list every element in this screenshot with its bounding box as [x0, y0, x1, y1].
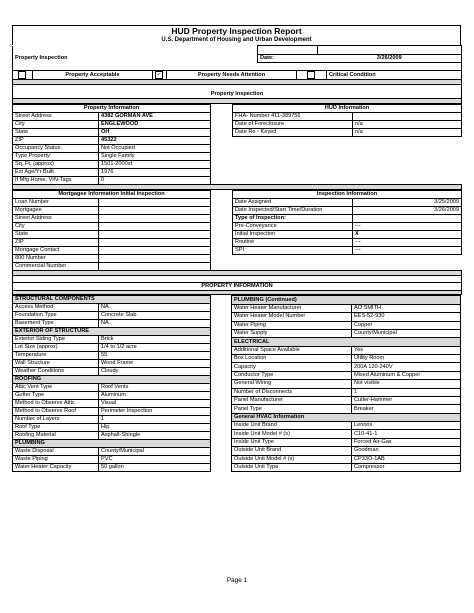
table-row [231, 346, 460, 354]
inspection-date-table [12, 45, 462, 70]
property-inspection-label: Property Inspection [13, 55, 258, 63]
table-row [13, 424, 211, 432]
table-row [13, 408, 211, 416]
row-label: Panel Type [231, 405, 351, 413]
table-row [13, 400, 211, 408]
row-label: Capacity [231, 363, 351, 371]
row-value: County/Municipal [99, 448, 211, 456]
row-value: Concrete Slab [99, 312, 211, 320]
row-label: Method to Observe Attic [13, 400, 99, 408]
row-value: AO SMITH [351, 304, 460, 312]
table-row [13, 368, 211, 376]
left-details-table [12, 295, 211, 472]
table-row [231, 438, 460, 446]
row-value: 1 [99, 416, 211, 424]
table-row [231, 321, 460, 329]
row-label: Inside Unit Brand [231, 422, 351, 430]
row-label: Outside Unit Model # (s) [231, 455, 351, 463]
property-row-value: 1501-2000sf [99, 161, 211, 169]
property-row-value: Not Occupied [99, 145, 211, 153]
inspection-row-label: Date Inspected/Start Time/Duration [233, 207, 353, 215]
table-row [13, 464, 211, 472]
row-value: CP33O-1AB [351, 455, 460, 463]
mortgagee-header: Mortgagee Information Initial Inspection [13, 191, 211, 199]
row-value: Aluminum [99, 392, 211, 400]
table-row [231, 313, 460, 321]
property-row-label: ZIP [13, 137, 99, 145]
inspection-row-value: --- [353, 223, 462, 231]
property-inspection-heading: Property Inspection [13, 91, 462, 99]
section-header: ELECTRICAL [231, 338, 460, 346]
table-row [13, 304, 211, 312]
mortgagee-row-label: Mortgage Contact [13, 247, 99, 255]
inspection-row-label: Pre-Conveyance [233, 223, 353, 231]
acceptable-checkbox[interactable] [18, 71, 26, 79]
table-row [13, 352, 211, 360]
row-value: Mixed Aluminum & Copper [351, 371, 460, 379]
row-value: Yes [351, 346, 460, 354]
status-table [12, 70, 462, 104]
property-info-header: Property Information [13, 105, 211, 113]
table-row [231, 388, 460, 396]
mortgagee-row-label: Commercial Number [13, 263, 99, 271]
table-row [231, 363, 460, 371]
row-label: Access Method [13, 304, 99, 312]
mortgagee-row-label: Mortgagee [13, 207, 99, 215]
row-value: 200A 120-240V [351, 363, 460, 371]
report-title: HUD Property Inspection Report [12, 25, 461, 36]
needs-attention-label: Property Needs Attention [167, 71, 297, 80]
section-header: ROOFING [13, 376, 211, 384]
property-row-label: Type Property: [13, 153, 99, 161]
row-label: Exterior Siding Type [13, 336, 99, 344]
mortgagee-row-label: ZIP [13, 239, 99, 247]
inspection-row-value: --- [353, 239, 462, 247]
row-label: Waste Piping [13, 456, 99, 464]
row-label: Water Supply [231, 329, 351, 337]
hud-row-label: Date of Foreclosure [233, 121, 353, 129]
section-header: PLUMBING (Continued) [231, 296, 460, 304]
row-label: Number of Disconnects [231, 388, 351, 396]
property-row-value: 1976 [99, 169, 211, 177]
property-row-label: If Mfg Home, VIN-Tags [13, 177, 99, 185]
row-value: 1/4 to 1/2 acre [99, 344, 211, 352]
table-row [13, 344, 211, 352]
row-value: Forced Air-Gas [351, 438, 460, 446]
inspection-row-label: Type of Inspection: [233, 215, 353, 223]
property-row-value: 0 [99, 177, 211, 185]
row-label: Roofing Material [13, 432, 99, 440]
property-row-value: OH [99, 129, 211, 137]
table-row [231, 355, 460, 363]
date-label: Date: [258, 55, 318, 63]
inspection-info-header: Inspection Information [233, 191, 462, 199]
property-row-label: Sq. Ft. (approx) [13, 161, 99, 169]
row-label: Wall Structure [13, 360, 99, 368]
row-value: Roof Vents [99, 384, 211, 392]
row-value: 1 [351, 388, 460, 396]
report-page [12, 25, 461, 472]
property-row-label: Est Age/Yr Built [13, 169, 99, 177]
table-row [13, 456, 211, 464]
row-label: Inside Unit Model # (s) [231, 430, 351, 438]
page-number: Page 1 [226, 577, 248, 584]
row-label: Waste Disposal [13, 448, 99, 456]
row-value: County/Municipal [351, 329, 460, 337]
row-value: Visual [99, 400, 211, 408]
inspection-row-label: Routine [233, 239, 353, 247]
mortgagee-row-label: 800 Number [13, 255, 99, 263]
section-header: EXTERIOR OF STRUCTURE [13, 328, 211, 336]
row-label: Temperature [13, 352, 99, 360]
row-value: Brick [99, 336, 211, 344]
property-row-label: Street Address [13, 113, 99, 121]
row-label: Roof Type [13, 424, 99, 432]
table-row [13, 312, 211, 320]
hud-row-value: n/a [353, 121, 462, 129]
needs-attention-checkbox[interactable]: ✓ [156, 72, 162, 78]
row-value: Cutler-Hammer [351, 396, 460, 404]
row-label: Lot Size (approx) [13, 344, 99, 352]
table-row [231, 380, 460, 388]
table-row [13, 336, 211, 344]
property-row-value: ENGLEWOOD [99, 121, 211, 129]
table-row [13, 392, 211, 400]
row-value: Goodman [351, 447, 460, 455]
row-label: Method to Observe Roof [13, 408, 99, 416]
row-label: Water Heater Capacity [13, 464, 99, 472]
inspection-row-value: 3/25/2009 [353, 199, 462, 207]
property-information-table [12, 282, 462, 295]
table-row [231, 329, 460, 337]
table-row [13, 416, 211, 424]
mortgagee-row-label: Street Address [13, 215, 99, 223]
report-subtitle: U.S. Department of Housing and Urban Development [12, 36, 461, 45]
mortgagee-row-label: Loan Number [13, 199, 99, 207]
table-row [231, 430, 460, 438]
inspection-row-value: 3/26/2009 [353, 207, 462, 215]
hud-row-value: n/a [353, 129, 462, 137]
row-value: Not visible [351, 380, 460, 388]
row-label: Water Heater Model Number [231, 313, 351, 321]
row-label: Water Piping [231, 321, 351, 329]
inspection-row-label: Date Assigned [233, 199, 353, 207]
row-label: Conductor Type [231, 371, 351, 379]
row-label: Additional Space Available [231, 346, 351, 354]
inspection-row-label: Initial Inspection [233, 231, 353, 239]
row-value: Lennox [351, 422, 460, 430]
table-row [231, 463, 460, 472]
row-value: NA [99, 320, 211, 328]
row-value: Hip [99, 424, 211, 432]
property-row-label: City [13, 121, 99, 129]
table-row [13, 360, 211, 368]
section-header: STRUCTURAL COMPONENTS [13, 296, 211, 304]
row-label: Attic Vent Type [13, 384, 99, 392]
table-row [231, 304, 460, 312]
row-label: General Wiring [231, 380, 351, 388]
row-value: Wood Frame [99, 360, 211, 368]
row-label: Panel Manufacturer [231, 396, 351, 404]
mortgagee-inspection-table [12, 190, 462, 282]
row-value: EES-52-930 [351, 313, 460, 321]
row-value: C10-41-1 [351, 430, 460, 438]
table-row [13, 320, 211, 328]
row-label: Basement Type [13, 320, 99, 328]
property-hud-table [12, 104, 462, 190]
hud-row-label: Date Re - Keyed [233, 129, 353, 137]
critical-checkbox[interactable] [307, 71, 315, 79]
property-row-label: Occupancy Status: [13, 145, 99, 153]
inspection-row-value [353, 215, 462, 223]
table-row [231, 405, 460, 413]
section-header: PLUMBING [13, 440, 211, 448]
table-row [231, 396, 460, 404]
hud-row-value [353, 113, 462, 121]
hud-info-header: HUD Information [233, 105, 462, 113]
property-details-grid [12, 295, 461, 472]
table-row [231, 371, 460, 379]
row-label: Outside Unit Brand [231, 447, 351, 455]
table-row [13, 432, 211, 440]
table-row [231, 422, 460, 430]
property-row-value: 4382 GORMAN AVE [99, 113, 211, 121]
row-value: Asphalt-Shingle [99, 432, 211, 440]
inspection-row-label: SPI [233, 247, 353, 255]
property-row-label: State [13, 129, 99, 137]
table-row [13, 384, 211, 392]
property-row-value: 45322 [99, 137, 211, 145]
hud-row-label: FHA- Number 411-389756 [233, 113, 353, 121]
row-value: NA [99, 304, 211, 312]
row-value: Breaker [351, 405, 460, 413]
right-details-table [231, 295, 461, 472]
row-value: Copper [351, 321, 460, 329]
acceptable-label: Property Acceptable [33, 71, 153, 80]
row-value: Perimeter Inspection [99, 408, 211, 416]
row-value: Cloudy [99, 368, 211, 376]
row-label: Box Location [231, 355, 351, 363]
property-information-header: PROPERTY INFORMATION [13, 283, 462, 291]
date-value: 3/26/2009 [318, 55, 462, 63]
row-label: Gutter Type [13, 392, 99, 400]
row-value: Utility Room [351, 355, 460, 363]
mortgagee-row-label: City [13, 223, 99, 231]
row-label: Inside Unit Type [231, 438, 351, 446]
table-row [231, 455, 460, 463]
table-row [231, 447, 460, 455]
critical-label: Critical Condition [327, 71, 462, 80]
inspection-row-value: --- [353, 247, 462, 255]
row-label: Foundation Type [13, 312, 99, 320]
row-label: Weather Conditions [13, 368, 99, 376]
row-label: Number of Layers [13, 416, 99, 424]
row-value: Compressor [351, 463, 460, 472]
section-header: General HVAC Information [231, 413, 460, 421]
row-value: 50 gallon [99, 464, 211, 472]
row-value: PVC [99, 456, 211, 464]
row-value: 55 [99, 352, 211, 360]
mortgagee-row-label: State [13, 231, 99, 239]
row-label: Water Heater Manufacturer [231, 304, 351, 312]
row-label: Outside Unit Type [231, 463, 351, 472]
property-row-value: Single Family [99, 153, 211, 161]
table-row [13, 448, 211, 456]
inspection-row-value: X [353, 231, 462, 239]
